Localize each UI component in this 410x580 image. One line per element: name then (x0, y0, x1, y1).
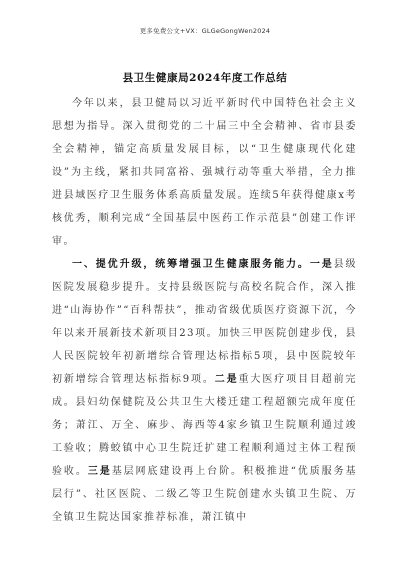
document-body (52, 92, 357, 529)
paragraph-section-one (52, 253, 357, 529)
document-title: 县卫生健康局2024年度工作总结 (122, 72, 288, 84)
point-marker: 二是 (214, 374, 239, 385)
paragraph-intro (52, 92, 357, 253)
paragraph-text: 今年以来，县卫健局以习近平新时代中国特色社会主义思想为指导。深入贯彻党的二十届三中全会精神、省市县委全会精神，锚定高质量发展目标，以“卫生健康现代化建设”为主线，紧扣共同富裕、强城行动等重大举措，全力推进县域医疗卫生服务体系高质量发展。连续5年获得健康x考核优秀，顺利完成“全国基层中医药工作示范县”创建工作评审。 (52, 98, 357, 247)
paragraph-text: 重大医疗项目目超前完成。县妇幼保健院及公共卫生大楼迁建工程超额完成年度任务；萧江、万全、麻步、海西等4家乡镇卫生院顺利通过竣工验收；腾蛟镇中心卫生院迁扩建工程顺利通过主体工程预验收。 (52, 374, 358, 477)
paragraph-text: 县级医院发展稳步提升。支持县级医院与高校名院合作，深入推进“山海协作”“百科帮扶”，推动省级优质医疗资源下沉，今年以来开展新技术新项目23项。加快三甲医院创建步伐，县人民医院较年初新增综合管理达标指标5项，县中医院较年初新增综合管理达标指标9项。 (52, 259, 358, 385)
header-note: 更多免费公文+VX：GLGeGongWen2024 (139, 27, 271, 35)
paragraph-text: 基层网底建设再上台阶。积极推进“优质服务基层行”、社区医院、二级乙等卫生院创建水头镇卫生院、万全镇卫生院达国家推荐标准，萧江镇中 (52, 466, 357, 523)
point-marker: 三是 (87, 466, 112, 477)
section-heading: 一、提优升级，统筹增强卫生健康服务能力。一是 (72, 259, 334, 270)
